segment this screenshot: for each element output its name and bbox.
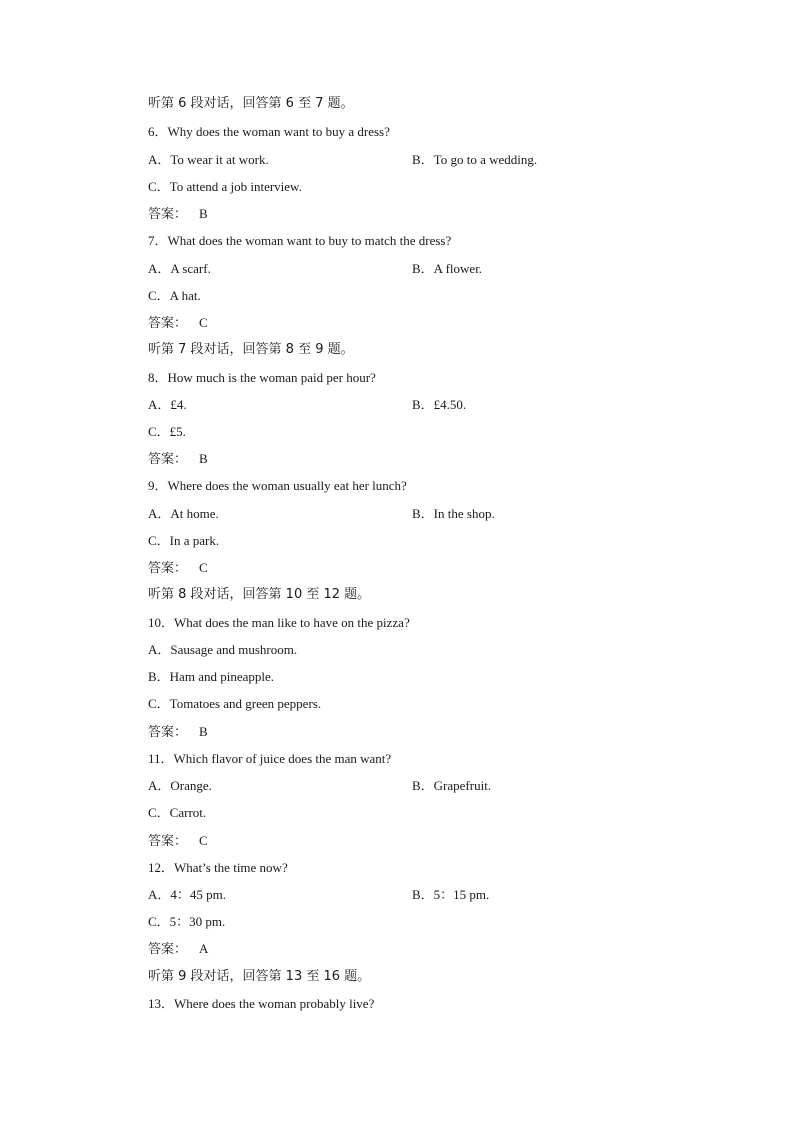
question-7-options-row <box>148 259 483 279</box>
question-6-option-a: A．To wear it at work. <box>148 152 269 167</box>
section-heading-6: 听第 6 段对话，回答第 6 至 7 题。 <box>148 96 354 111</box>
question-7-answer <box>148 313 208 333</box>
answer-label: 答案： <box>148 207 188 222</box>
question-12-options-row <box>148 885 490 905</box>
question-9-answer-value: C <box>199 560 208 575</box>
question-11-answer-value: C <box>199 833 208 848</box>
question-9-stem: 9．Where does the woman usually eat her lunch? <box>148 478 407 493</box>
question-8-option-b: B．£4.50. <box>412 397 467 412</box>
question-9-option-a: A．At home. <box>148 506 219 521</box>
question-11-option-c: C．Carrot. <box>148 805 207 820</box>
question-6-option-b: B．To go to a wedding. <box>412 152 538 167</box>
question-12-answer-value: A <box>199 941 209 956</box>
answer-label: 答案： <box>148 725 188 740</box>
question-12-option-a: A．4：45 pm. <box>148 887 227 902</box>
question-11-option-b: B．Grapefruit. <box>412 778 492 793</box>
question-10-answer <box>148 722 208 742</box>
answer-label: 答案： <box>148 316 188 331</box>
question-9-options-row <box>148 504 495 524</box>
question-6-option-c: C．To attend a job interview. <box>148 179 302 194</box>
question-8-answer-value: B <box>199 451 208 466</box>
question-10-option-b: B．Ham and pineapple. <box>148 669 274 684</box>
question-12-stem: 12．What’s the time now? <box>148 860 288 875</box>
question-10-answer-value: B <box>199 724 208 739</box>
question-8-option-a: A．£4. <box>148 397 187 412</box>
question-11-option-a: A．Orange. <box>148 778 212 793</box>
question-12-answer <box>148 939 208 959</box>
question-6-options-row <box>148 150 538 170</box>
question-8-option-c: C．£5. <box>148 424 186 439</box>
section-heading-7: 听第 7 段对话，回答第 8 至 9 题。 <box>148 342 354 357</box>
answer-label: 答案： <box>148 942 188 957</box>
question-12-option-c: C．5：30 pm. <box>148 914 226 929</box>
question-7-stem: 7．What does the woman want to buy to match the dress? <box>148 233 452 248</box>
section-heading-9: 听第 9 段对话，回答第 13 至 16 题。 <box>148 969 371 984</box>
answer-label: 答案： <box>148 561 188 576</box>
question-10-option-c: C．Tomatoes and green peppers. <box>148 696 322 711</box>
question-7-answer-value: C <box>199 315 208 330</box>
question-6-answer <box>148 204 208 224</box>
question-8-stem: 8．How much is the woman paid per hour? <box>148 370 376 385</box>
question-12-option-b: B．5：15 pm. <box>412 887 490 902</box>
answer-label: 答案： <box>148 452 188 467</box>
section-heading-8: 听第 8 段对话，回答第 10 至 12 题。 <box>148 587 371 602</box>
question-11-options-row <box>148 776 492 796</box>
question-9-option-c: C．In a park. <box>148 533 220 548</box>
question-8-answer <box>148 449 208 469</box>
question-11-stem: 11．Which flavor of juice does the man want? <box>148 751 392 766</box>
question-9-option-b: B．In the shop. <box>412 506 495 521</box>
question-6-stem: 6．Why does the woman want to buy a dress? <box>148 124 390 139</box>
question-9-answer <box>148 558 208 578</box>
question-7-option-b: B．A flower. <box>412 261 483 276</box>
question-7-option-a: A．A scarf. <box>148 261 211 276</box>
question-13-stem: 13．Where does the woman probably live? <box>148 996 375 1011</box>
answer-label: 答案： <box>148 834 188 849</box>
question-10-option-a: A．Sausage and mushroom. <box>148 642 298 657</box>
question-11-answer <box>148 831 208 851</box>
question-8-options-row <box>148 395 467 415</box>
question-10-stem: 10．What does the man like to have on the pizza? <box>148 615 410 630</box>
question-7-option-c: C．A hat. <box>148 288 201 303</box>
question-6-answer-value: B <box>199 206 208 221</box>
